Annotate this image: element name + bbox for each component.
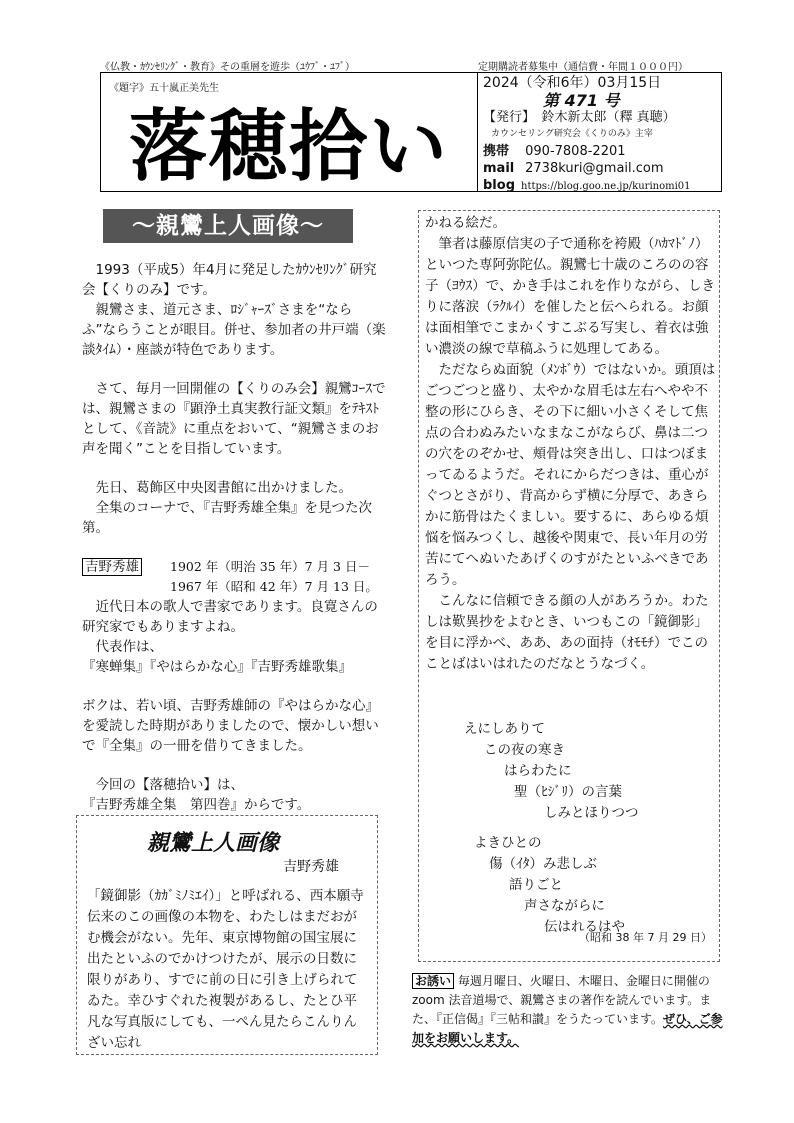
svg-text:落穂拾い: 落穂拾い xyxy=(129,101,450,187)
poet-dates xyxy=(82,557,386,577)
mail-label: mail xyxy=(483,161,515,176)
waka-poem-2 xyxy=(464,833,704,938)
essay-author: 吉野秀雄 xyxy=(283,859,339,875)
waka-line: 聖（ﾋｼﾞﾘ）の言葉 xyxy=(514,784,622,800)
waka-line: えにしありて xyxy=(464,721,545,737)
blog-row xyxy=(483,177,719,195)
waka-line: 傷（ｲﾀ）み悲しぶ xyxy=(489,856,597,872)
waka-line: はらわたに xyxy=(504,763,572,779)
invitation-emphasis: ぜひ、ご参加をお願いします。 xyxy=(412,1012,723,1045)
source-note: 『吉野秀雄全集 第四巻』からです。 xyxy=(82,797,311,813)
invitation xyxy=(412,972,724,1048)
waka-line: しみとほりつつ xyxy=(544,805,639,821)
phone-row xyxy=(483,143,719,160)
subscription-notice: 定期購読者募集中（通信費・年間１０００円） xyxy=(478,62,688,73)
works-list: 『寒蝉集』『やはらかな心』『吉野秀雄歌集』 xyxy=(82,659,352,675)
essay-box xyxy=(76,815,378,1055)
waka-line: 伝はれるはや xyxy=(544,919,625,935)
paragraph: 全集のコーナで、『吉野秀雄全集』を見つた次第。 xyxy=(82,500,372,536)
waka-line: よきひとの xyxy=(474,835,542,851)
paragraph: 今回の【落穂拾い】は、 xyxy=(95,777,244,793)
masthead xyxy=(100,72,722,192)
birth-date: 1902 年（明治 35 年）7 月 3 日－ xyxy=(170,559,370,574)
paragraph: こんなに信頼できる顔の人があろうか。わたしは歎異抄をよむとき、いつもこの「鏡御影」を目に浮かべ、ああ、あの面持（ｵﾓﾓﾁ）でこのことばはいはれたのだなとうなづく。 xyxy=(425,593,709,672)
paragraph: 筆者は藤原信実の子で通称を袴殿（ﾊｶﾏﾄﾞﾉ）といつた専阿弥陀仏。親鸞七十歳のころのの容子（ﾖｳｽ）で、かき手はこれを作りながら、しきりに落涙（ﾗｸﾙｲ）を催したと伝へられる。お顔は面相筆でこまかくすこぶる写実し、着衣は強い濃淡の線で草稿ふうに処理してある。 xyxy=(425,236,715,357)
intro-paragraph: 1993（平成5）年4月に発足したｶｳﾝｾﾘﾝｸﾞ研究会【くりのみ】です。 xyxy=(82,262,377,298)
paragraph: ただならぬ面貌（ﾒﾝﾎﾞｳ）ではないか。頭頂はごつごつと盛り、太やかな眉毛は左右へやや不整の形にひらき、その下に細い小さくそして焦点の合わぬみたいなまなこがならび、鼻は二つの穴をのぞかせ、頬骨は突き出し、口はつぼまってゐるようだ。それにからだつきは、重心がぐつとさがり、背高からず横に分厚で、あきらかに筋骨はたくましい。要するに、あらゆる煩悩を悩みつくし、越後や関東で、長い年月の労苦にてへぬいたあげくのすがたといふべきであろう。 xyxy=(425,362,716,588)
waka-line: この夜の寒き xyxy=(484,742,565,758)
invitation-badge: お誘い xyxy=(412,973,454,989)
calligraphy-credit: 《題字》五十嵐正美先生 xyxy=(109,83,219,94)
essay-title: 親鸞上人画像 xyxy=(147,831,280,856)
essay-continuation-box xyxy=(418,210,720,962)
waka-line: 語りごと xyxy=(509,877,563,893)
waka-line: 声さながらに xyxy=(524,898,605,914)
death-date: 1967 年（昭和 42 年）7 月 13 日。 xyxy=(170,579,378,594)
blog-link[interactable]: https://blog.goo.ne.jp/kurinomi01 xyxy=(521,181,691,192)
mail-address[interactable]: 2738kuri@gmail.com xyxy=(525,161,664,176)
paragraph: ボクは、若い頃、吉野秀雄師の『やはらかな心』を愛読した時期がありましたので、懐かしい想いで『全集』の一冊を借りてきました。 xyxy=(82,698,379,754)
poet-name-box: 吉野秀雄 xyxy=(82,558,142,576)
newsletter-logo xyxy=(121,95,471,187)
phone-number: 090-7808-2201 xyxy=(525,144,626,159)
phone-label: 携帯 xyxy=(483,144,510,159)
issue-date: 2024（令和6年）03月15日 xyxy=(483,75,662,91)
mail-row xyxy=(483,160,719,177)
paragraph: さて、毎月一回開催の【くりのみ会】親鸞ｺｰｽでは、親鸞さまの『顕浄土真実教行証文類』をﾃｷｽﾄとして、《音読》に重点をおいて、“親鸞さまのお声を聞く”ことを目指しています。 xyxy=(82,381,386,457)
paragraph: かねる絵だ。 xyxy=(425,215,506,231)
publisher: 【発行】 鈴木新太郎（釋 真聴） xyxy=(483,110,676,125)
paragraph: 先日、葛飾区中央図書館に出かけました。 xyxy=(95,480,352,496)
issue-number: 第 471 号 xyxy=(543,91,620,110)
tagline: 《仏教・ｶｳﾝｾﾘﾝｸﾞ・教育》その重層を遊歩（ﾕｳﾌﾞ・ﾕﾌﾞ） xyxy=(100,62,355,73)
waka-poem-1 xyxy=(464,719,704,824)
issue-info xyxy=(483,75,719,195)
article-title-banner: ～親鸞上人画像～ xyxy=(103,209,353,243)
paragraph: 近代日本の歌人で書家であります。良寛さんの研究家でもありますよね。 xyxy=(82,599,378,635)
poem-date: （昭和 38 年 7 月 29 日） xyxy=(579,931,712,944)
paragraph: 親鸞さま、道元さま、ﾛｼﾞｬｰｽﾞさまを“ならふ”ならうことが眼目。併せ、参加者の井戸端（楽談ﾀｲﾑ）・座談が特色であります。 xyxy=(82,302,386,358)
left-column xyxy=(82,260,386,815)
organization: カウンセリング研究会《くりのみ》主宰 xyxy=(491,129,653,139)
blog-label: blog xyxy=(483,178,515,193)
paragraph: 代表作は、 xyxy=(95,639,163,655)
essay-body: 「鏡御影（ｶｶﾞﾐﾉﾐｴｲ）」と呼ばれる、西本願寺伝来のこの画像の本物を、わたしはまだおがむ機会がない。先年、東京博物館の国宝展に出たといふのでかけつけたが、展示の日数に限りがあり、すでに前の日に引き上げられてゐた。幸ひすぐれた複製があるし、たとひ平凡な写真版にしても、一ぺん見たらこんりんざい忘れ xyxy=(87,888,364,1051)
invitation-text: 毎週月曜日、火曜日、木曜日、金曜日に開催の zoom 法音道場で、親鸞さまの著作を読んでいます。また、『正信偈』『三帖和讃』をうたっています。 xyxy=(412,974,712,1026)
